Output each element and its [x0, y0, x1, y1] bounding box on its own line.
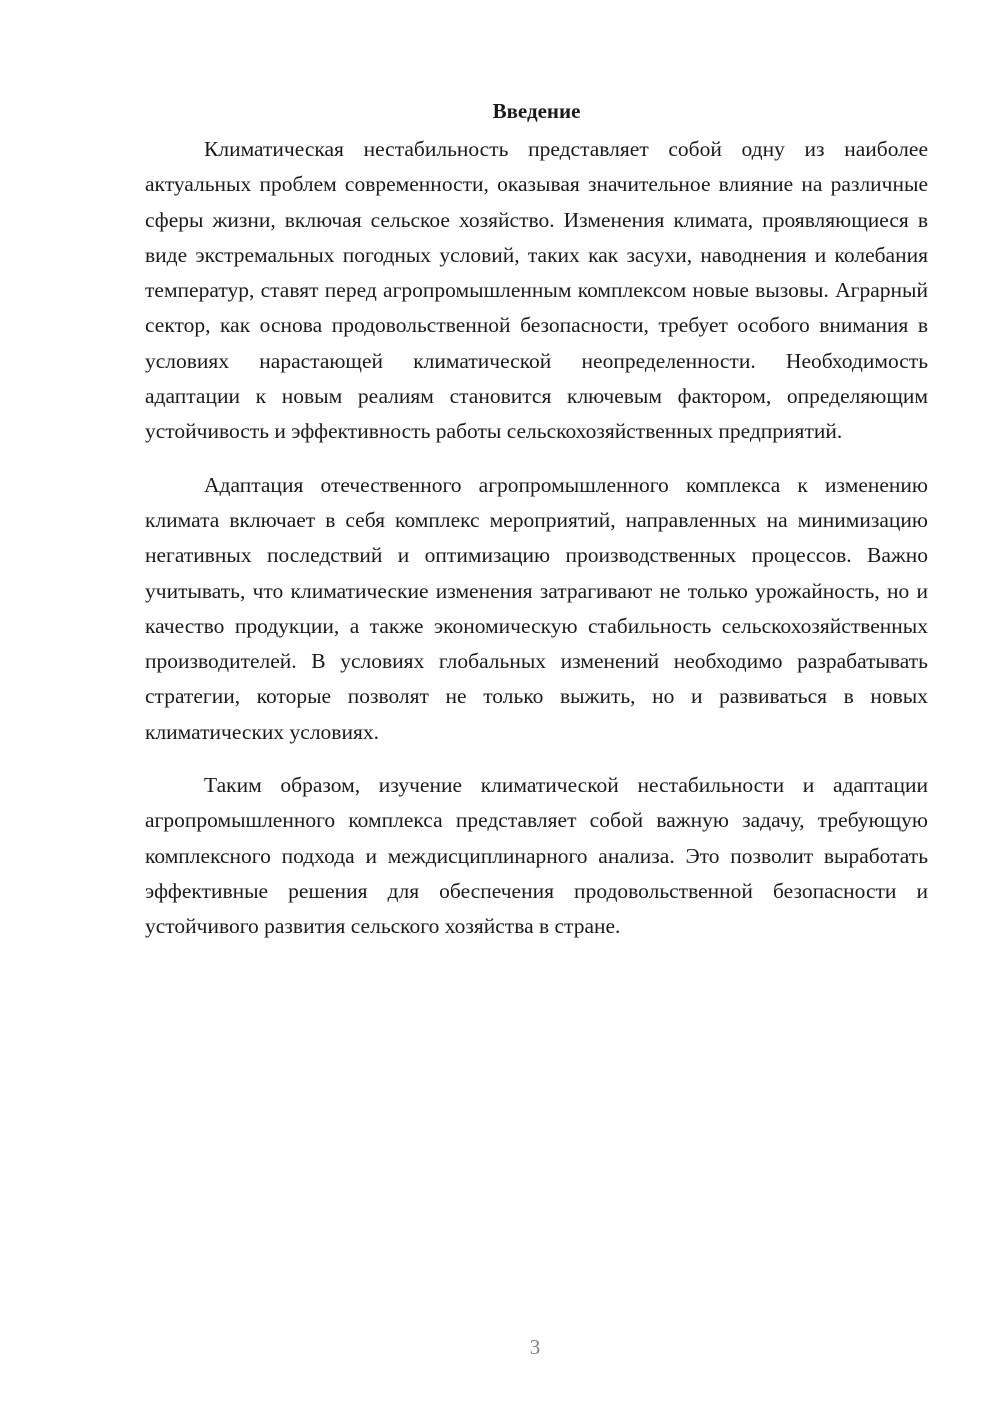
paragraph-3: Таким образом, изучение климатической нестабильности и адаптации агропромышленного комплекса представляет собой важную задачу, требующую комплексного подхода и междисциплинарного анализа. Это позволит выработать эффективные решения для обеспечения продовольственной безопасности и устойчивого развития сельского хозяйства в стране.	[145, 773, 928, 939]
page-number: 3	[529, 1335, 541, 1359]
paragraph-1: Климатическая нестабильность представляет собой одну из наиболее актуальных проблем современности, оказывая значительное влияние на различные сферы жизни, включая сельское хозяйство. Изменения климата, проявляющиеся в виде экстремальных погодных условий, таких как засухи, наводнения и колебания температур, ставят перед агропромышленным комплексом новые вызовы. Аграрный сектор, как основа продовольственной безопасности, требует особого внимания в условиях нарастающей климатической неопределенности. Необходимость адаптации к новым реалиям становится ключевым фактором, определяющим устойчивость и эффективность работы сельскохозяйственных предприятий.	[145, 137, 928, 444]
paragraph-2: Адаптация отечественного агропромышленного комплекса к изменению климата включает в себя комплекс мероприятий, направленных на минимизацию негативных последствий и оптимизацию производственных процессов. Важно учитывать, что климатические изменения затрагивают не только урожайность, но и качество продукции, а также экономическую стабильность сельскохозяйственных производителей. В условиях глобальных изменений необходимо разрабатывать стратегии, которые позволят не только выжить, но и развиваться в новых климатических условиях.	[145, 472, 928, 744]
section-heading: Введение	[492, 99, 581, 123]
page-content	[145, 96, 928, 945]
